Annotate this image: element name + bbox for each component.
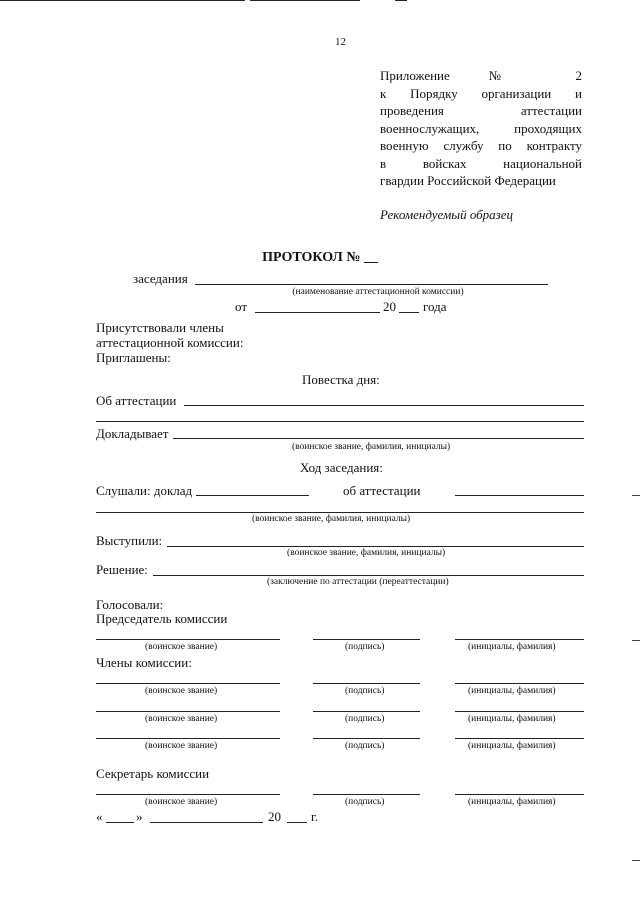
from-label: от [235,299,248,314]
reports-line[interactable] [173,438,584,439]
member-signature-line[interactable] [313,711,420,712]
date-day-line[interactable] [106,822,134,823]
member-initials-line[interactable] [455,711,584,712]
chairman-rank-line[interactable] [96,639,280,640]
year-line[interactable] [399,312,419,313]
initials-caption: (инициалы, фамилия) [468,642,556,652]
signature-caption: (подпись) [345,741,385,751]
rank-caption: (воинское звание) [145,797,218,807]
appendix-line: Приложение № 2 [380,68,582,83]
reports-caption: (воинское звание, фамилия, инициалы) [292,442,451,452]
chairman-initials-line[interactable] [455,639,584,640]
initials-caption: (инициалы, фамилия) [468,714,556,724]
heard-line-2[interactable] [96,512,584,513]
member-rank-line[interactable] [96,683,280,684]
heard-caption: (воинское звание, фамилия, инициалы) [252,514,411,524]
appendix-line: военную службу по контракту [380,138,582,153]
signature-caption: (подпись) [345,642,385,652]
decision-line[interactable] [153,575,584,576]
heard-report-line[interactable] [196,495,309,496]
secretary-rank-line[interactable] [96,794,280,795]
year-prefix: 20 [383,299,396,314]
rank-caption: (воинское звание) [145,642,218,652]
recommended-sample-label: Рекомендуемый образец [380,207,514,222]
invited-label: Приглашены: [96,350,171,365]
member-signature-line[interactable] [313,683,420,684]
scan-edge-mark [632,495,640,496]
page-number: 12 [335,36,346,48]
secretary-label: Секретарь комиссии [96,766,210,781]
chairman-signature-line[interactable] [313,639,420,640]
commission-name-line[interactable] [195,284,548,285]
date-month-line[interactable] [150,822,263,823]
initials-caption: (инициалы, фамилия) [468,686,556,696]
date-day-month-line[interactable] [255,312,380,313]
appendix-line: в войсках национальной [380,155,582,171]
present-label-1: Присутствовали члены [96,320,224,335]
date-open-quote: « [96,809,103,824]
about-attestation-line[interactable] [184,405,584,406]
meeting-label: заседания [133,271,188,286]
spoke-caption: (воинское звание, фамилия, инициалы) [287,548,446,558]
about-attestation-line-2[interactable] [96,421,584,422]
appendix-line: к Порядку организации и [380,85,582,101]
scan-edge-mark [632,640,640,641]
decision-label: Решение: [96,562,148,577]
agenda-heading: Повестка дня: [302,372,380,387]
member-signature-line[interactable] [313,738,420,739]
appendix-line: проведения аттестации [380,103,582,118]
rank-caption: (воинское звание) [145,741,218,751]
spoke-line[interactable] [167,546,584,547]
signature-caption: (подпись) [345,686,385,696]
rank-caption: (воинское звание) [145,714,218,724]
appendix-block [380,67,582,190]
scan-edge-mark [632,860,640,861]
protocol-title: ПРОТОКОЛ № __ [262,250,378,265]
reports-label: Докладывает [96,426,169,441]
commission-name-caption: (наименование аттестационной комиссии) [292,287,464,297]
decision-caption: (заключение по аттестации (переаттестации) [267,577,449,587]
initials-caption: (инициалы, фамилия) [468,797,556,807]
initials-caption: (инициалы, фамилия) [468,741,556,751]
appendix-line: военнослужащих, проходящих [380,120,582,136]
proceedings-heading: Ход заседания: [300,460,383,475]
secretary-initials-line[interactable] [455,794,584,795]
date-year-line[interactable] [287,822,307,823]
year-word: года [423,299,447,314]
member-rank-line[interactable] [96,711,280,712]
spoke-label: Выступили: [96,533,163,548]
member-initials-line[interactable] [455,738,584,739]
voted-label: Голосовали: [96,597,164,612]
members-label: Члены комиссии: [96,655,192,670]
signature-caption: (подпись) [345,714,385,724]
member-rank-line[interactable] [96,738,280,739]
date-year-suffix: г. [311,809,319,824]
date-close-quote: » [136,809,143,824]
present-label-2: аттестационной комиссии: [96,335,244,350]
chairman-label: Председатель комиссии [96,611,228,626]
heard-report-label: Слушали: доклад [96,483,193,498]
about-attestation-lower-label: об аттестации [343,483,421,498]
secretary-signature-line[interactable] [313,794,420,795]
scan-top-edge [0,0,640,3]
about-attestation-label: Об аттестации [96,393,177,408]
signature-caption: (подпись) [345,797,385,807]
date-year-prefix: 20 [268,809,281,824]
appendix-line: гвардии Российской Федерации [380,173,556,188]
rank-caption: (воинское звание) [145,686,218,696]
member-initials-line[interactable] [455,683,584,684]
heard-about-line[interactable] [455,495,584,496]
